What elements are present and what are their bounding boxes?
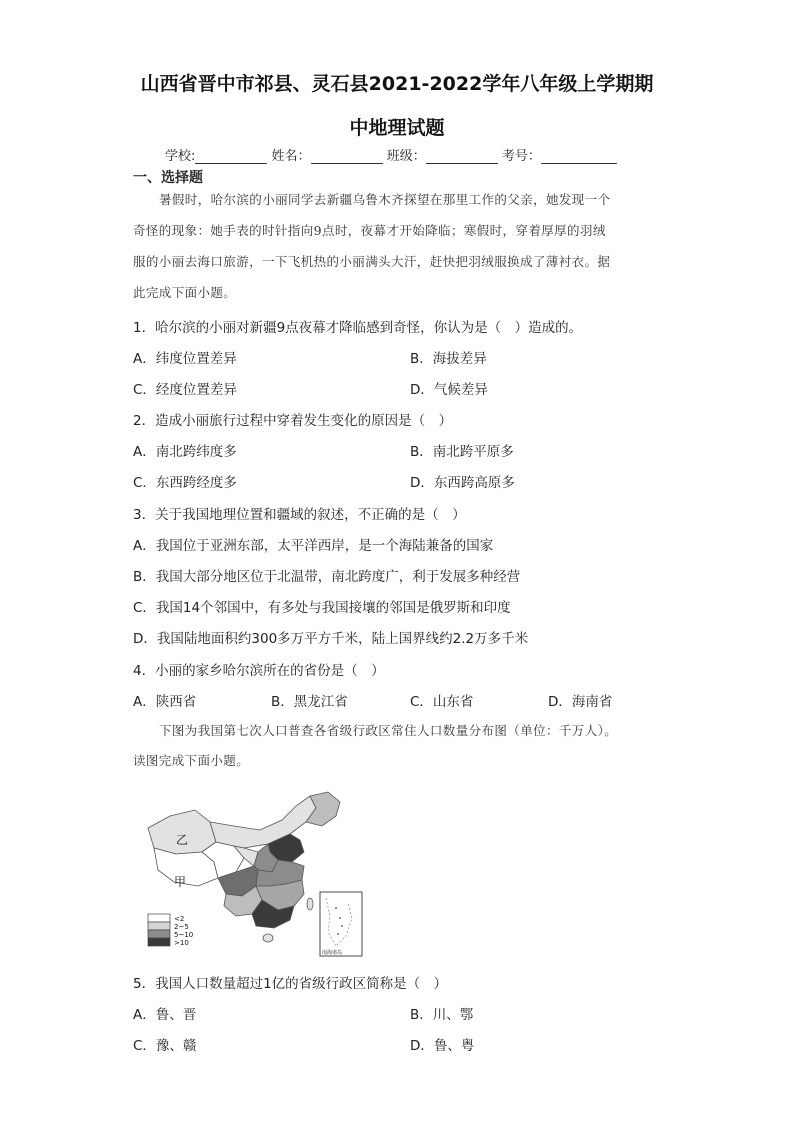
legend-label-4: >10 bbox=[174, 939, 189, 947]
question-3-stem: 3．关于我国地理位置和疆域的叙述，不正确的是（ ） bbox=[133, 507, 466, 523]
question-1-option-b: B．海拔差异 bbox=[410, 351, 487, 367]
legend-label-1: <2 bbox=[174, 915, 185, 923]
question-2-option-c: C．东西跨经度多 bbox=[133, 475, 237, 491]
school-blank bbox=[195, 150, 267, 164]
question-4-option-c: C．山东省 bbox=[410, 694, 474, 710]
legend-swatch-3 bbox=[148, 930, 170, 938]
inset-label: 南海诸岛 bbox=[322, 950, 343, 956]
page-title-line1: 山西省晋中市祁县、灵石县2021-2022学年八年级上学期期 bbox=[140, 73, 654, 95]
legend-label-2: 2~5 bbox=[174, 923, 189, 931]
name-blank bbox=[311, 150, 383, 164]
passage-1-line2: 奇怪的现象：她手表的时针指向9点时，夜幕才开始降临；寒假时，穿着厚厚的羽绒 bbox=[133, 223, 606, 238]
exam-number-label: 考号： bbox=[501, 149, 541, 164]
section-heading: 一、选择题 bbox=[133, 170, 203, 186]
passage-2-line2: 读图完成下面小题。 bbox=[133, 753, 250, 768]
page-title-line2: 中地理试题 bbox=[349, 117, 445, 139]
population-map bbox=[140, 786, 370, 961]
question-5-option-b: B．川、鄂 bbox=[410, 1007, 474, 1023]
question-1-option-c: C．经度位置差异 bbox=[133, 382, 237, 398]
student-info-row bbox=[165, 145, 617, 164]
class-blank bbox=[426, 150, 498, 164]
question-5-option-a: A．鲁、晋 bbox=[133, 1007, 197, 1023]
question-5-option-c: C．豫、赣 bbox=[133, 1038, 197, 1054]
question-1-option-d: D．气候差异 bbox=[410, 382, 488, 398]
question-5-stem: 5．我国人口数量超过1亿的省级行政区简称是（ ） bbox=[133, 976, 448, 992]
question-3-option-c: C．我国14个邻国中，有多处与我国接壤的邻国是俄罗斯和印度 bbox=[133, 600, 511, 616]
south-china-sea-inset bbox=[320, 892, 362, 956]
legend-swatch-2 bbox=[148, 922, 170, 930]
school-label: 学校: bbox=[165, 149, 196, 164]
inset-frame bbox=[320, 892, 362, 956]
question-2-stem: 2．造成小丽旅行过程中穿着发生变化的原因是（ ） bbox=[133, 413, 453, 429]
question-3-option-b: B．我国大部分地区位于北温带，南北跨度广，利于发展多种经营 bbox=[133, 569, 521, 585]
passage-1-line4: 此完成下面小题。 bbox=[133, 285, 237, 300]
passage-1-line1: 暑假时，哈尔滨的小丽同学去新疆乌鲁木齐探望在那里工作的父亲，她发现一个 bbox=[159, 192, 611, 207]
question-4-option-d: D．海南省 bbox=[548, 694, 613, 710]
map-legend bbox=[148, 914, 193, 947]
name-label: 姓名： bbox=[271, 149, 311, 164]
question-4-stem: 4．小丽的家乡哈尔滨所在的省份是（ ） bbox=[133, 663, 385, 679]
legend-label-3: 5~10 bbox=[174, 931, 194, 939]
question-4-option-b: B．黑龙江省 bbox=[271, 694, 348, 710]
legend-swatch-1 bbox=[148, 914, 170, 922]
island-dot bbox=[339, 917, 341, 919]
question-4-option-a: A．陕西省 bbox=[133, 694, 197, 710]
map-label-jia: 甲 bbox=[174, 875, 187, 889]
island-dot bbox=[335, 907, 337, 909]
map-label-yi: 乙 bbox=[176, 833, 189, 847]
class-label: 班级： bbox=[386, 149, 426, 164]
question-2-option-a: A．南北跨纬度多 bbox=[133, 444, 237, 460]
question-3-option-d: D．我国陆地面积约300多万平方千米，陆上国界线约2.2万多千米 bbox=[133, 631, 529, 647]
map-region-taiwan bbox=[307, 898, 313, 910]
question-5-option-d: D．鲁、粤 bbox=[410, 1038, 475, 1054]
question-2-option-b: B．南北跨平原多 bbox=[410, 444, 514, 460]
legend-swatch-4 bbox=[148, 938, 170, 946]
passage-1-line3: 服的小丽去海口旅游，一下飞机热的小丽满头大汗，赶快把羽绒服换成了薄衬衣。据 bbox=[133, 254, 611, 269]
island-dot bbox=[337, 933, 339, 935]
map-region-xinjiang bbox=[148, 810, 216, 854]
question-1-stem: 1．哈尔滨的小丽对新疆9点夜幕才降临感到奇怪，你认为是（ ）造成的。 bbox=[133, 320, 583, 336]
map-region-hainan bbox=[263, 934, 273, 942]
island-dot bbox=[341, 925, 343, 927]
question-1-option-a: A．纬度位置差异 bbox=[133, 351, 237, 367]
exam-number-blank bbox=[541, 150, 617, 164]
question-3-option-a: A．我国位于亚洲东部，太平洋西岸，是一个海陆兼备的国家 bbox=[133, 538, 494, 554]
question-2-option-d: D．东西跨高原多 bbox=[410, 475, 515, 491]
passage-2-line1: 下图为我国第七次人口普查各省级行政区常住人口数量分布图（单位：千万人）。 bbox=[159, 723, 618, 738]
